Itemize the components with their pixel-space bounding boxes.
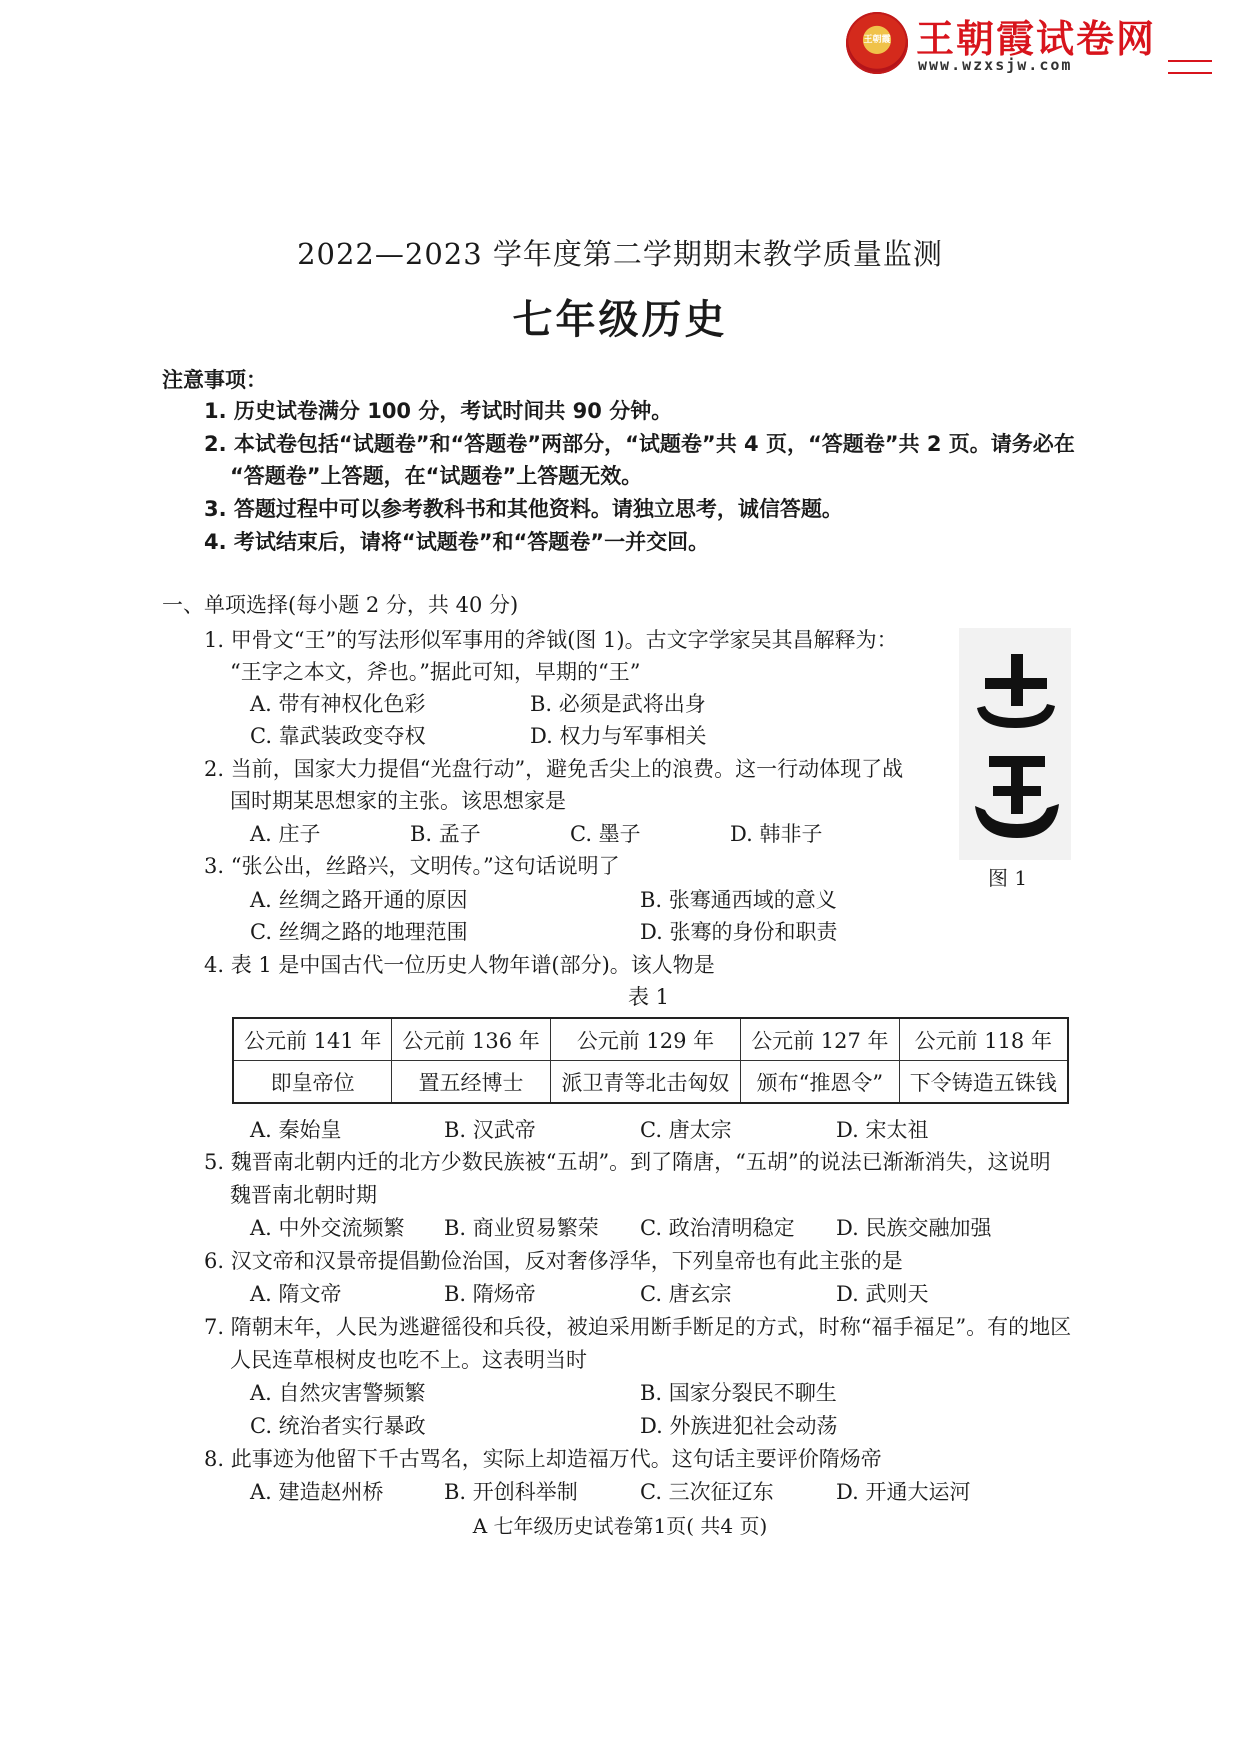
option: A. 隋文帝 [250, 1282, 342, 1306]
question-stem: “王字之本文，斧也。”据此可知，早期的“王” [230, 660, 641, 684]
question-stem: 8. 此事迹为他留下千古骂名，实际上却造福万代。这句话主要评价隋炀帝 [204, 1447, 882, 1471]
option: A. 带有神权化色彩 [250, 692, 426, 716]
option: B. 必须是武将出身 [530, 692, 706, 716]
section-heading: 一、单项选择(每小题 2 分，共 40 分) [162, 593, 519, 617]
oracle-wang-glyph-icon [959, 628, 1071, 860]
option: C. 唐玄宗 [640, 1282, 732, 1306]
option: D. 外族进犯社会动荡 [640, 1414, 838, 1438]
table-row [233, 1018, 1068, 1061]
question-stem: 3. “张公出，丝路兴，文明传。”这句话说明了 [204, 854, 620, 878]
decorative-lines [1168, 60, 1212, 74]
question-stem: 魏晋南北朝时期 [230, 1183, 377, 1207]
option: A. 建造赵州桥 [250, 1480, 384, 1504]
option: C. 丝绸之路的地理范围 [250, 920, 468, 944]
question-stem: 5. 魏晋南北朝内迁的北方少数民族被“五胡”。到了隋唐，“五胡”的说法已渐渐消失，这说明 [204, 1150, 1051, 1174]
question-stem: 1. 甲骨文“王”的写法形似军事用的斧钺(图 1)。古文字学家吴其昌解释为： [204, 628, 898, 652]
option: C. 三次征辽东 [640, 1480, 774, 1504]
option: A. 自然灾害警频繁 [250, 1381, 426, 1405]
option: C. 墨子 [570, 822, 641, 846]
notice-line: 2. 本试卷包括“试题卷”和“答题卷”两部分，“试题卷”共 4 页，“答题卷”共 2 页。请务必在 [204, 432, 1075, 456]
table-cell: 下令铸造五铢钱 [899, 1061, 1068, 1104]
option: C. 统治者实行暴政 [250, 1414, 426, 1438]
option: C. 靠武装政变夺权 [250, 724, 426, 748]
brand-name: 王朝霞试卷网 [916, 17, 1157, 61]
chronology-table [232, 1017, 1069, 1104]
notice-line: 1. 历史试卷满分 100 分，考试时间共 90 分钟。 [204, 399, 673, 423]
table-cell: 公元前 141 年 [233, 1018, 392, 1061]
question-stem: 4. 表 1 是中国古代一位历史人物年谱(部分)。该人物是 [204, 953, 715, 977]
table-cell: 公元前 118 年 [899, 1018, 1068, 1061]
watermark-logo [846, 12, 1222, 76]
question-stem: 7. 隋朝末年，人民为逃避徭役和兵役，被迫采用断手断足的方式，时称“福手福足”。有的地区 [204, 1315, 1072, 1339]
notice-heading: 注意事项： [162, 368, 267, 392]
seal-icon [846, 12, 908, 74]
table-row [233, 1061, 1068, 1104]
option: B. 孟子 [410, 822, 481, 846]
notice-line: 4. 考试结束后，请将“试题卷”和“答题卷”一并交回。 [204, 530, 710, 554]
question-stem: 2. 当前，国家大力提倡“光盘行动”，避免舌尖上的浪费。这一行动体现了战 [204, 757, 904, 781]
seal-text: 王朝霞 [863, 35, 891, 45]
oracle-bone-figure [959, 628, 1071, 860]
exam-title: 2022—2023 学年度第二学期期末教学质量监测 [297, 237, 943, 271]
option: D. 韩非子 [730, 822, 823, 846]
option: B. 汉武帝 [444, 1118, 536, 1142]
table-cell: 公元前 127 年 [741, 1018, 899, 1061]
question-stem: 6. 汉文帝和汉景帝提倡勤俭治国，反对奢侈浮华，下列皇帝也有此主张的是 [204, 1249, 903, 1273]
option: B. 开创科举制 [444, 1480, 578, 1504]
option: A. 秦始皇 [250, 1118, 342, 1142]
option: D. 民族交融加强 [836, 1216, 992, 1240]
option: B. 张骞通西域的意义 [640, 888, 837, 912]
subject-title: 七年级历史 [512, 297, 728, 343]
option: D. 武则天 [836, 1282, 929, 1306]
figure-caption: 图 1 [988, 866, 1028, 890]
table-cell: 公元前 129 年 [550, 1018, 741, 1061]
option: D. 张骞的身份和职责 [640, 920, 838, 944]
option: B. 国家分裂民不聊生 [640, 1381, 837, 1405]
option: C. 唐太宗 [640, 1118, 732, 1142]
option: B. 商业贸易繁荣 [444, 1216, 599, 1240]
table-cell: 即皇帝位 [233, 1061, 392, 1104]
table-cell: 公元前 136 年 [392, 1018, 550, 1061]
table-cell: 颁布“推恩令” [741, 1061, 899, 1104]
notice-line: “答题卷”上答题，在“试题卷”上答题无效。 [230, 464, 643, 488]
option: A. 庄子 [250, 822, 321, 846]
option: D. 宋太祖 [836, 1118, 929, 1142]
question-stem: 国时期某思想家的主张。该思想家是 [230, 789, 566, 813]
option: A. 丝绸之路开通的原因 [250, 888, 468, 912]
option: C. 政治清明稳定 [640, 1216, 795, 1240]
page-footer: A 七年级历史试卷第1页( 共4 页) [472, 1514, 768, 1538]
table-cell: 派卫青等北击匈奴 [550, 1061, 741, 1104]
option: D. 开通大运河 [836, 1480, 971, 1504]
notice-line: 3. 答题过程中可以参考教科书和其他资料。请独立思考，诚信答题。 [204, 497, 843, 521]
table-cell: 置五经博士 [392, 1061, 550, 1104]
option: B. 隋炀帝 [444, 1282, 536, 1306]
option: A. 中外交流频繁 [250, 1216, 405, 1240]
brand-url: www.wzxsjw.com [918, 56, 1073, 74]
question-stem: 人民连草根树皮也吃不上。这表明当时 [230, 1348, 587, 1372]
table-caption: 表 1 [628, 985, 670, 1009]
option: D. 权力与军事相关 [530, 724, 707, 748]
